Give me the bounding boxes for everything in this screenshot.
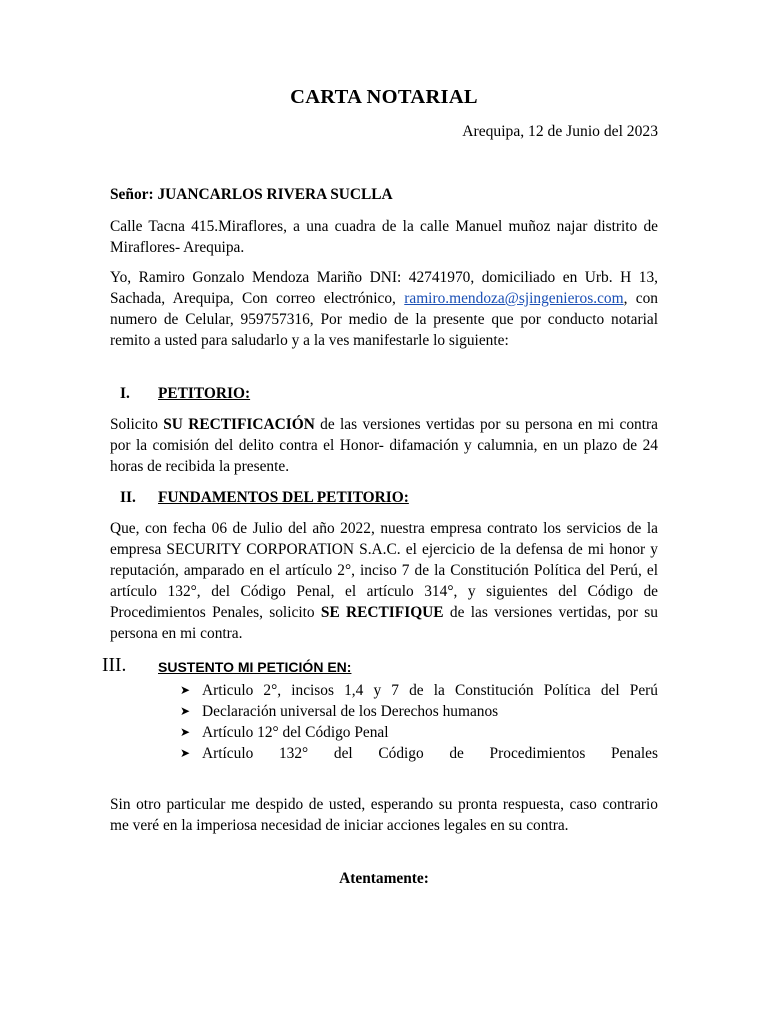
fundamentos-text-continued: de las versiones vertidas, por su persona en mi contra. (110, 604, 658, 642)
intro-text-continued: , con numero de Celular, 959757316, Por medio de la presente que por conducto notarial remito a usted para saludarlo y a la ves manifestarle lo siguiente: (110, 290, 658, 349)
list-item-text: Artículo 132° del Código de Procedimientos Penales (202, 745, 658, 762)
section-title: FUNDAMENTOS DEL PETITORIO: (158, 489, 409, 506)
document-title: CARTA NOTARIAL (290, 86, 478, 108)
closing-salutation: Atentamente: (339, 870, 429, 887)
intro-paragraph (110, 267, 658, 351)
fundamentos-text: Que, con fecha 06 de Julio del año 2022, nuestra empresa contrato los servicios de la empresa SECURITY CORPORATION S.A.C. el ejercicio de la defensa de mi honor y reputación, amparado en el artículo 2°, inciso 7 de la Constitución Política del Perú, el artículo 132°, del Código Penal, el artículo 314°, y siguientes del Código de Procedimientos Penales, solicito (110, 520, 658, 621)
recipient-name: JUANCARLOS RIVERA SUCLLA (157, 186, 393, 203)
petitorio-paragraph (110, 414, 658, 477)
list-item-text: Declaración universal de los Derechos humanos (202, 703, 499, 720)
fundamentos-bold-text: SE RECTIFIQUE (320, 604, 444, 621)
arrow-bullet-icon: ➤ (180, 746, 191, 760)
list-item-text: Articulo 2°, incisos 1,4 y 7 de la Constitución Política del Perú (202, 682, 658, 699)
list-item-text: Artículo 12° del Código Penal (202, 724, 389, 741)
arrow-bullet-icon: ➤ (180, 704, 191, 718)
arrow-bullet-icon: ➤ (180, 725, 191, 739)
email-link[interactable]: ramiro.mendoza@sjingenieros.com (404, 290, 624, 307)
recipient-line (110, 184, 658, 205)
section-title: PETITORIO: (158, 385, 251, 402)
list-item (180, 701, 658, 722)
farewell-paragraph: Sin otro particular me despido de usted, esperando su pronta respuesta, caso contrario me veré en la imperiosa necesidad de iniciar acciones legales en su contra. (110, 796, 658, 834)
section-number: III. (102, 655, 127, 676)
petitorio-bold-text: SU RECTIFICACIÓN (163, 416, 315, 433)
list-item (180, 722, 658, 743)
petitorio-text: Solicito (110, 416, 158, 433)
legal-basis-list (180, 680, 658, 764)
fundamentos-paragraph (110, 518, 658, 644)
petitorio-text-continued: de las versiones vertidas por su persona en mi contra por la comisión del delito contra el Honor- difamación y calumnia, en un plazo de 24 horas de recibida la presente. (110, 416, 658, 475)
letter-date: Arequipa, 12 de Junio del 2023 (462, 123, 658, 140)
list-item (180, 743, 658, 764)
section-number: I. (120, 385, 130, 402)
section-sustento-heading: SUSTENTO MI PETICIÓN EN: (158, 659, 352, 675)
intro-text: Yo, Ramiro Gonzalo Mendoza Mariño DNI: 42741970, domiciliado en Urb. H 13, Sachada, Arequipa, Con correo electrónico, (110, 269, 658, 307)
list-item (180, 680, 658, 701)
section-number: II. (120, 489, 136, 506)
arrow-bullet-icon: ➤ (180, 683, 191, 697)
recipient-address: Calle Tacna 415.Miraflores, a una cuadra de la calle Manuel muñoz najar distrito de Miraflores- Arequipa. (110, 218, 658, 256)
recipient-label: Señor: (110, 186, 154, 203)
